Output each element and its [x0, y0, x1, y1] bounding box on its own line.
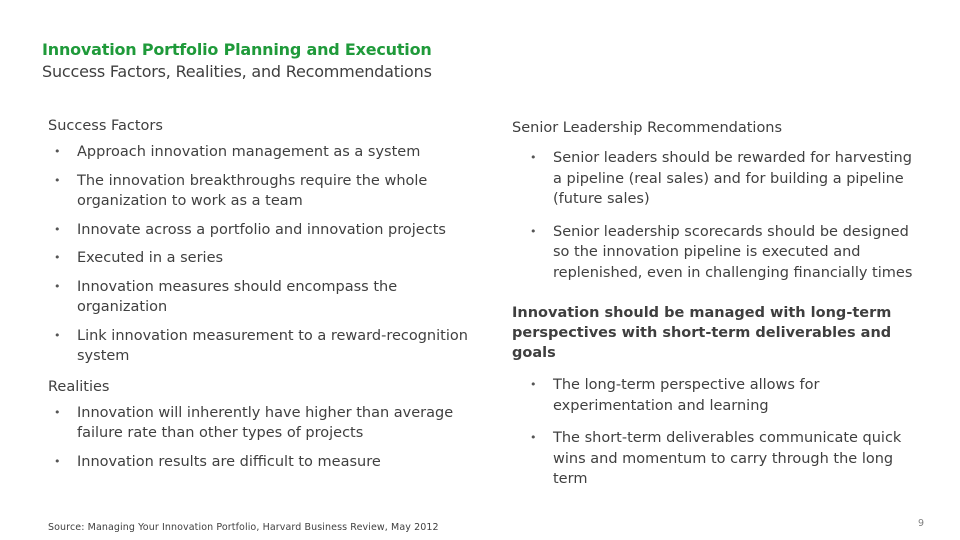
list-item: • The long-term perspective allows for experimentation and learning	[530, 377, 820, 414]
bullet-icon: •	[54, 279, 61, 293]
page-subtitle: Success Factors, Realities, and Recommendations	[42, 62, 432, 81]
realities-heading: Realities	[48, 378, 110, 395]
list-item: • Senior leadership scorecards should be designed so the innovation pipeline is executed and replenished, even in challenging financially times	[530, 223, 913, 281]
bullet-icon: •	[530, 151, 537, 164]
list-item: • Executed in a series	[48, 248, 468, 269]
realities-list	[48, 403, 468, 473]
list-item: • Innovation results are difficult to measure	[48, 452, 468, 473]
page-number: 9	[918, 518, 925, 529]
success-factors-heading: Success Factors	[48, 118, 163, 134]
list-item: • Innovate across a portfolio and innovation projects	[48, 220, 468, 241]
right-column	[512, 120, 922, 490]
list-item: • The short-term deliverables communicate quick wins and momentum to carry through the long term	[530, 430, 902, 487]
long-term-heading: Innovation should be managed with long-term perspectives with short-term deliverables and goals	[512, 305, 892, 361]
success-factors-list	[48, 142, 468, 367]
recommendations-heading: Senior Leadership Recommendations	[512, 120, 783, 136]
list-item: • Innovation measures should encompass the organization	[54, 278, 398, 315]
list-item: • Innovation will inherently have higher than average failure rate than other types of projects	[54, 404, 454, 441]
page-title: Innovation Portfolio Planning and Execution	[42, 40, 432, 59]
list-item: • Approach innovation management as a system	[48, 142, 468, 163]
bullet-icon: •	[530, 378, 537, 391]
bullet-icon: •	[54, 454, 61, 468]
bullet-icon: •	[54, 405, 61, 419]
bullet-icon: •	[54, 328, 61, 342]
list-item: • Senior leaders should be rewarded for harvesting a pipeline (real sales) and for building a pipeline (future sales)	[530, 150, 912, 207]
bullet-icon: •	[54, 173, 61, 187]
recommendations-list	[512, 148, 922, 283]
bullet-icon: •	[530, 224, 537, 238]
source-citation: Source: Managing Your Innovation Portfolio, Harvard Business Review, May 2012	[48, 522, 439, 533]
long-term-list	[512, 375, 922, 490]
bullet-icon: •	[54, 251, 61, 264]
list-item: • Link innovation measurement to a reward-recognition system	[54, 327, 468, 364]
list-item: • The innovation breakthroughs require the whole organization to work as a team	[54, 172, 428, 209]
bullet-icon: •	[54, 145, 61, 158]
left-column	[48, 118, 468, 472]
bullet-icon: •	[530, 431, 537, 444]
bullet-icon: •	[54, 222, 61, 236]
